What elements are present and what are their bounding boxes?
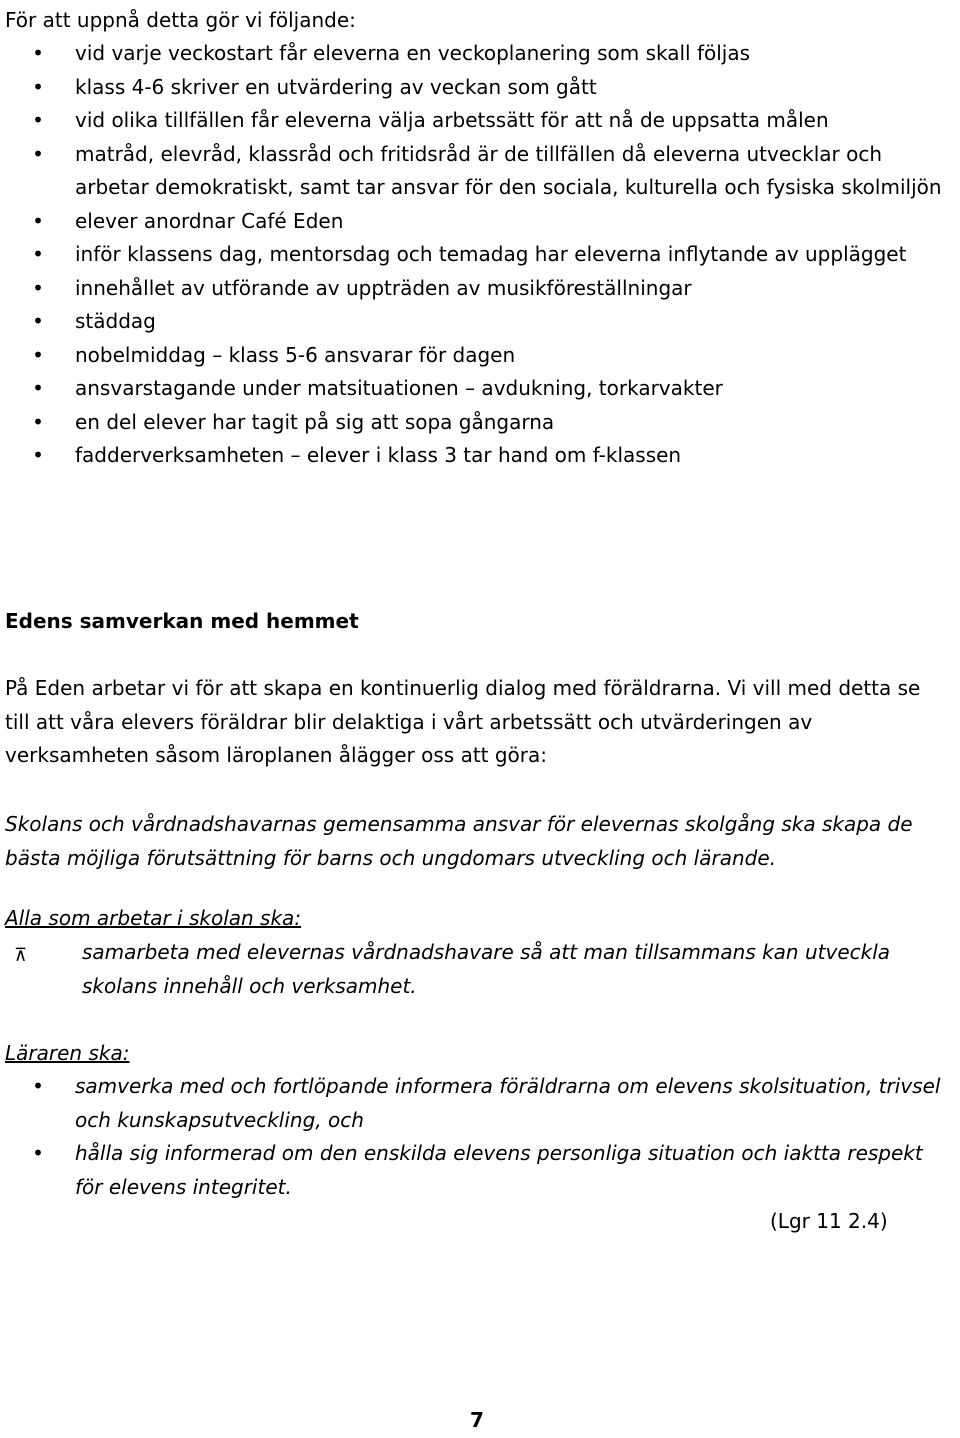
bullet-dot-icon: •: [32, 342, 44, 367]
teacher-heading: Läraren ska:: [5, 1041, 130, 1065]
list-item: • samverka med och fortlöpande informera föräldrarna om elevens skolsituation, trivsel och kunskapsutveckling, och: [0, 1070, 955, 1137]
bullet-dot-icon: •: [32, 208, 44, 233]
bullet-dot-icon: •: [32, 242, 44, 266]
bullet-dot-icon: •: [32, 1074, 44, 1098]
bullet-dot-icon: •: [32, 108, 44, 132]
bullet-dot-icon: •: [32, 443, 44, 467]
teacher-list: [0, 1070, 955, 1204]
section-heading: Edens samverkan med hemmet: [5, 609, 359, 633]
bullet-dot-icon: •: [32, 309, 44, 333]
bullet-dot-icon: •: [32, 409, 44, 434]
bullet-dot-icon: •: [32, 141, 44, 166]
activities-list: [0, 37, 955, 473]
list-item: • elever anordnar Café Eden: [0, 205, 955, 239]
list-item: • matråd, elevråd, klassråd och fritidsråd är de tillfällen då eleverna utvecklar och arbetar demokratiskt, samt tar ansvar för den sociala, kulturella och fysiska skolmiljön: [0, 138, 955, 205]
curriculum-reference: (Lgr 11 2.4): [770, 1209, 888, 1233]
list-item: • innehållet av utförande av uppträden av musikföreställningar: [0, 272, 955, 306]
list-item: ⊼ samarbeta med elevernas vårdnadshavare så att man tillsammans kan utveckla skolans innehåll och verksamhet.: [14, 940, 891, 998]
list-item: • vid varje veckostart får eleverna en veckoplanering som skall följas: [0, 37, 955, 71]
bullet-dot-icon: •: [32, 41, 44, 65]
staff-list: [0, 936, 955, 1003]
list-item: • fadderverksamheten – elever i klass 3 tar hand om f-klassen: [0, 439, 955, 473]
arrow-bullet-icon: ⊼: [14, 945, 28, 966]
paragraph-dialog: På Eden arbetar vi för att skapa en kontinuerlig dialog med föräldrarna. Vi vill med detta se till att våra elevers föräldrar blir delaktiga i vårt arbetssätt och utvärderingen av verksamheten såsom läroplanen ålägger oss att göra:: [5, 676, 921, 767]
page-number: 7: [470, 1408, 484, 1432]
list-item: • vid olika tillfällen får eleverna välja arbetssätt för att nå de uppsatta målen: [0, 104, 955, 138]
bullet-dot-icon: •: [32, 275, 44, 300]
list-item: • en del elever har tagit på sig att sopa gångarna: [0, 406, 955, 440]
list-item: • städdag: [0, 305, 955, 339]
staff-heading: Alla som arbetar i skolan ska:: [5, 906, 302, 930]
list-item: • ansvarstagande under matsituationen – avdukning, torkarvakter: [0, 372, 955, 406]
bullet-dot-icon: •: [32, 74, 44, 99]
bullet-dot-icon: •: [32, 376, 44, 400]
curriculum-quote: Skolans och vårdnadshavarnas gemensamma ansvar för elevernas skolgång ska skapa de bästa möjliga förutsättning för barns och ungdomars utveckling och lärande.: [5, 812, 913, 870]
list-item: • hålla sig informerad om den enskilda elevens personliga situation och iaktta respekt för elevens integritet.: [0, 1137, 955, 1204]
list-item: • klass 4-6 skriver en utvärdering av veckan som gått: [0, 71, 955, 105]
intro-line: För att uppnå detta gör vi följande:: [5, 8, 356, 32]
list-item: • inför klassens dag, mentorsdag och temadag har eleverna inflytande av upplägget: [0, 238, 955, 272]
bullet-dot-icon: •: [32, 1141, 44, 1165]
list-item: • nobelmiddag – klass 5-6 ansvarar för dagen: [0, 339, 955, 373]
